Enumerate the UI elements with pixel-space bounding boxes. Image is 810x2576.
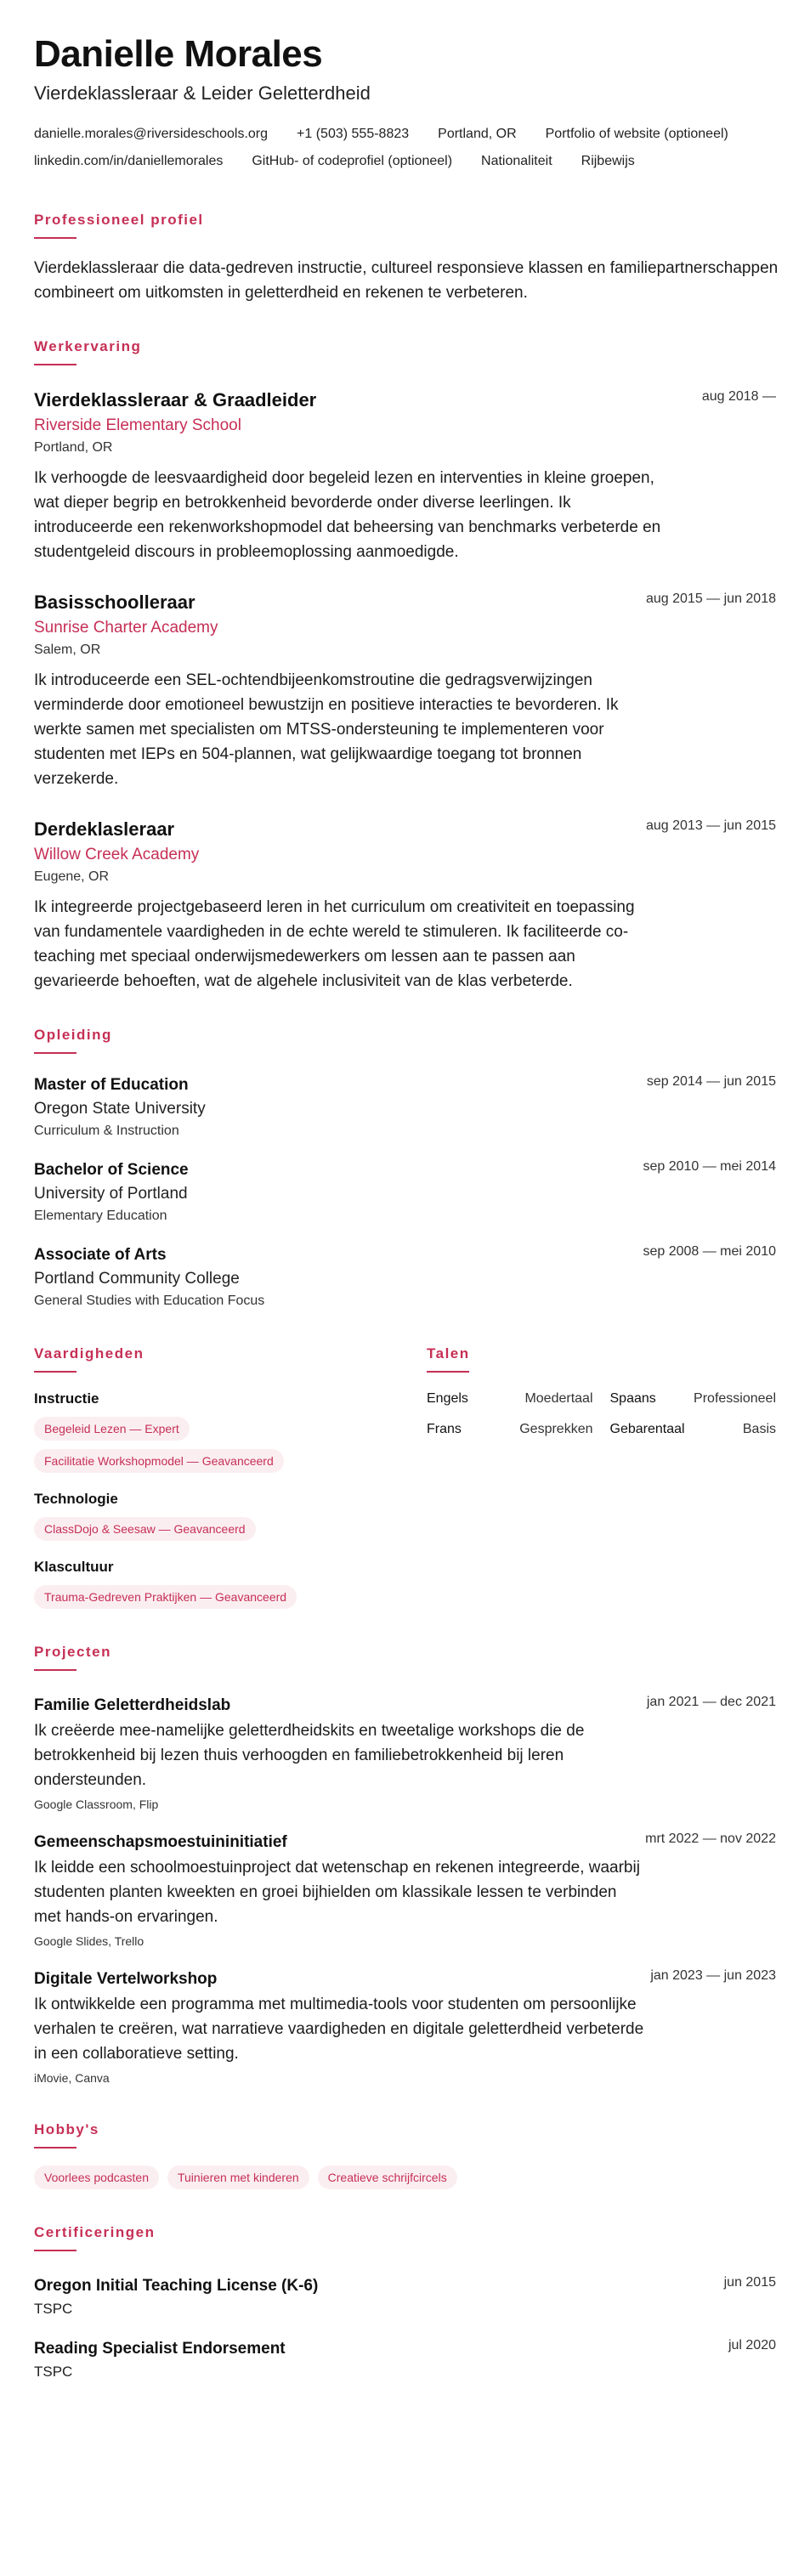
certification-entry bbox=[34, 2338, 776, 2382]
section-title: Vaardigheden bbox=[34, 1345, 144, 1362]
section-divider bbox=[34, 1371, 76, 1373]
section-divider bbox=[34, 364, 76, 365]
section-title: Professioneel profiel bbox=[34, 212, 204, 228]
project-tools: Google Slides, Trello bbox=[34, 1934, 144, 1948]
section-title: Hobby's bbox=[34, 2121, 99, 2137]
skill-category-name: Instructie bbox=[34, 1390, 99, 1407]
school-name: Portland Community College bbox=[34, 1270, 240, 1288]
project-tools: Google Classroom, Flip bbox=[34, 1798, 159, 1811]
section-divider bbox=[34, 1669, 76, 1671]
education-entry bbox=[34, 1159, 776, 1226]
project-description: Ik leidde een schoolmoestuinproject dat wetenschap en rekenen integreerde, waarbij studenten planten kweekten en groei bijhielden om klassikale lessen te verbinden met hands-on ervaringen. bbox=[34, 1859, 640, 1926]
language-level: Professioneel bbox=[694, 1391, 776, 1406]
language-name: Engels bbox=[427, 1391, 468, 1406]
entry-date: aug 2018 — bbox=[701, 389, 776, 404]
degree-name: Associate of Arts bbox=[34, 1246, 167, 1264]
job-title: Vierdeklassleraar & Graadleider bbox=[34, 389, 317, 410]
project-description: Ik creëerde mee-namelijke geletterdheidskits en tweetalige workshops die de betrokkenheid bij lezen thuis verhoogden en familiebetrokkenheid bij leren ondersteunden. bbox=[34, 1722, 585, 1789]
skills-languages-row bbox=[34, 1345, 776, 1609]
language-level: Gesprekken bbox=[519, 1422, 593, 1436]
entry-date: sep 2010 — mei 2014 bbox=[643, 1159, 776, 1174]
skill-category-name: Klascultuur bbox=[34, 1559, 114, 1575]
education-section bbox=[34, 1026, 776, 1311]
project-name: Digitale Vertelworkshop bbox=[34, 1970, 218, 1988]
skill-category bbox=[34, 1490, 427, 1541]
projects-section bbox=[34, 1643, 776, 2086]
skill-tags bbox=[34, 1509, 427, 1541]
entry-date: sep 2008 — mei 2010 bbox=[643, 1244, 776, 1259]
company-name: Willow Creek Academy bbox=[34, 846, 200, 863]
job-description: Ik integreerde projectgebaseerd leren in het curriculum om creativiteit en toepassing van fundamentele vaardigheden in de echte wereld te stimuleren. Ik faciliteerde co-teaching met speciaal onderwijsmedewerkers om lessen aan te passen aan gevarieerde behoeften, wat de algehele inclusiviteit van de klas verbeterde. bbox=[34, 898, 635, 990]
entry-date: aug 2015 — jun 2018 bbox=[645, 592, 776, 606]
certification-entry bbox=[34, 2275, 776, 2319]
contact-nationality: Nationaliteit bbox=[481, 154, 552, 168]
hobby-tag: Voorlees podcasten bbox=[34, 2166, 159, 2189]
language-name: Frans bbox=[427, 1422, 462, 1436]
job-description: Ik introduceerde een SEL-ochtendbijeenkomstroutine die gedragsverwijzingen verminderde door emotioneel bewustzijn en positieve interacties te bevorderen. Ik werkte samen met specialisten om MTSS-ondersteuning te implementeren voor studenten met IEPs en 504-plannen, wat gelijkwaardige toegang tot bronnen verzekerde. bbox=[34, 671, 619, 788]
skill-category bbox=[34, 1558, 427, 1609]
education-entry bbox=[34, 1244, 776, 1311]
entry-date: aug 2013 — jun 2015 bbox=[645, 818, 776, 833]
education-entry bbox=[34, 1074, 776, 1141]
project-name: Familie Geletterdheidslab bbox=[34, 1696, 231, 1714]
language-level: Basis bbox=[742, 1422, 776, 1436]
job-location: Salem, OR bbox=[34, 643, 101, 657]
company-name: Riverside Elementary School bbox=[34, 416, 241, 434]
certification-name: Reading Specialist Endorsement bbox=[34, 2340, 286, 2358]
skill-tags bbox=[34, 1408, 427, 1473]
school-name: University of Portland bbox=[34, 1185, 188, 1203]
hobbies-section bbox=[34, 2120, 776, 2189]
hobby-tag: Tuinieren met kinderen bbox=[167, 2166, 309, 2189]
hobby-tag: Creatieve schrijfcircels bbox=[318, 2166, 457, 2189]
experience-entry bbox=[34, 817, 776, 994]
language-item bbox=[427, 1420, 593, 1439]
contact-info bbox=[34, 122, 799, 173]
entry-date: jan 2021 — dec 2021 bbox=[646, 1695, 776, 1709]
section-divider bbox=[34, 2250, 76, 2251]
languages-list bbox=[427, 1390, 776, 1439]
field-of-study: Elementary Education bbox=[34, 1209, 167, 1223]
entry-date: jan 2023 — jun 2023 bbox=[650, 1968, 776, 1983]
skill-tag: Facilitatie Workshopmodel — Geavanceerd bbox=[34, 1449, 284, 1473]
skill-tag: ClassDojo & Seesaw — Geavanceerd bbox=[34, 1517, 256, 1541]
project-tools: iMovie, Canva bbox=[34, 2071, 110, 2085]
entry-date: sep 2014 — jun 2015 bbox=[646, 1074, 776, 1089]
summary-section bbox=[34, 211, 779, 305]
hobby-tags bbox=[34, 2166, 776, 2189]
experience-entry bbox=[34, 388, 776, 564]
contact-github[interactable]: GitHub- of codeprofiel (optioneel) bbox=[252, 154, 453, 168]
section-title: Werkervaring bbox=[34, 338, 142, 354]
degree-name: Master of Education bbox=[34, 1076, 189, 1094]
contact-portfolio[interactable]: Portfolio of website (optioneel) bbox=[545, 127, 728, 141]
entry-date: jun 2015 bbox=[723, 2275, 776, 2290]
skill-tag: Trauma-Gedreven Praktijken — Geavanceerd bbox=[34, 1585, 297, 1609]
certification-issuer: TSPC bbox=[34, 2364, 73, 2380]
skills-section bbox=[34, 1345, 427, 1609]
job-title: Basisschoolleraar bbox=[34, 592, 195, 613]
project-name: Gemeenschapsmoestuininitiatief bbox=[34, 1833, 287, 1851]
summary-text: Vierdeklassleraar die data-gedreven instructie, cultureel responsieve klassen en familiepartnerschappen combineert om uitkomsten in geletterdheid en rekenen te verbeteren. bbox=[34, 259, 779, 302]
language-name: Gebarentaal bbox=[609, 1422, 685, 1436]
headline: Vierdeklassleraar & Leider Geletterdheid bbox=[34, 82, 371, 104]
resume-header bbox=[34, 32, 776, 173]
job-location: Portland, OR bbox=[34, 440, 113, 455]
section-divider bbox=[34, 237, 76, 239]
language-item bbox=[610, 1420, 777, 1439]
language-item bbox=[427, 1390, 593, 1408]
company-name: Sunrise Charter Academy bbox=[34, 619, 218, 637]
contact-location: Portland, OR bbox=[438, 127, 517, 141]
skill-tag: Begeleid Lezen — Expert bbox=[34, 1417, 190, 1441]
field-of-study: General Studies with Education Focus bbox=[34, 1294, 265, 1308]
section-title: Projecten bbox=[34, 1644, 111, 1660]
job-location: Eugene, OR bbox=[34, 869, 110, 884]
experience-entry bbox=[34, 590, 776, 791]
certification-name: Oregon Initial Teaching License (K-6) bbox=[34, 2277, 319, 2295]
section-divider bbox=[427, 1371, 469, 1373]
project-entry bbox=[34, 1832, 776, 1950]
project-entry bbox=[34, 1968, 776, 2086]
section-divider bbox=[34, 2147, 76, 2149]
entry-date: mrt 2022 — nov 2022 bbox=[645, 1832, 776, 1846]
languages-section bbox=[427, 1345, 776, 1609]
job-description: Ik verhoogde de leesvaardigheid door begeleid lezen en interventies in kleine groepen, wat dieper begrip en betrokkenheid bevorderde onder diverse leerlingen. Ik introduceerde een rekenworkshopmodel dat beheersing van benchmarks verbeterde en studentgeleid discours in probleemoplossing aanmoedigde. bbox=[34, 469, 661, 561]
contact-linkedin[interactable]: linkedin.com/in/daniellemorales bbox=[34, 154, 224, 168]
section-title: Talen bbox=[427, 1345, 470, 1362]
skill-tags bbox=[34, 1577, 427, 1609]
contact-phone[interactable]: +1 (503) 555-8823 bbox=[297, 127, 410, 141]
language-item bbox=[610, 1390, 777, 1408]
degree-name: Bachelor of Science bbox=[34, 1161, 189, 1179]
skill-category-name: Technologie bbox=[34, 1491, 118, 1507]
certifications-section bbox=[34, 2223, 776, 2382]
section-title: Certificeringen bbox=[34, 2224, 156, 2240]
project-entry bbox=[34, 1695, 776, 1813]
contact-email[interactable]: danielle.morales@riversideschools.org bbox=[34, 127, 269, 141]
section-title: Opleiding bbox=[34, 1027, 112, 1043]
school-name: Oregon State University bbox=[34, 1100, 206, 1118]
full-name: Danielle Morales bbox=[34, 33, 323, 75]
language-name: Spaans bbox=[609, 1391, 656, 1406]
language-level: Moedertaal bbox=[524, 1391, 593, 1406]
contact-drivers-license: Rijbewijs bbox=[581, 154, 635, 168]
skill-category bbox=[34, 1390, 427, 1473]
project-description: Ik ontwikkelde een programma met multimedia-tools voor studenten om persoonlijke verhalen te creëren, wat narratieve vaardigheden en digitale geletterdheid verbeterde in een collaboratieve setting. bbox=[34, 1996, 644, 2063]
entry-date: jul 2020 bbox=[728, 2338, 776, 2352]
certification-issuer: TSPC bbox=[34, 2301, 73, 2317]
experience-section bbox=[34, 337, 776, 994]
job-title: Derdeklasleraar bbox=[34, 818, 175, 840]
section-divider bbox=[34, 1052, 76, 1054]
field-of-study: Curriculum & Instruction bbox=[34, 1124, 179, 1138]
